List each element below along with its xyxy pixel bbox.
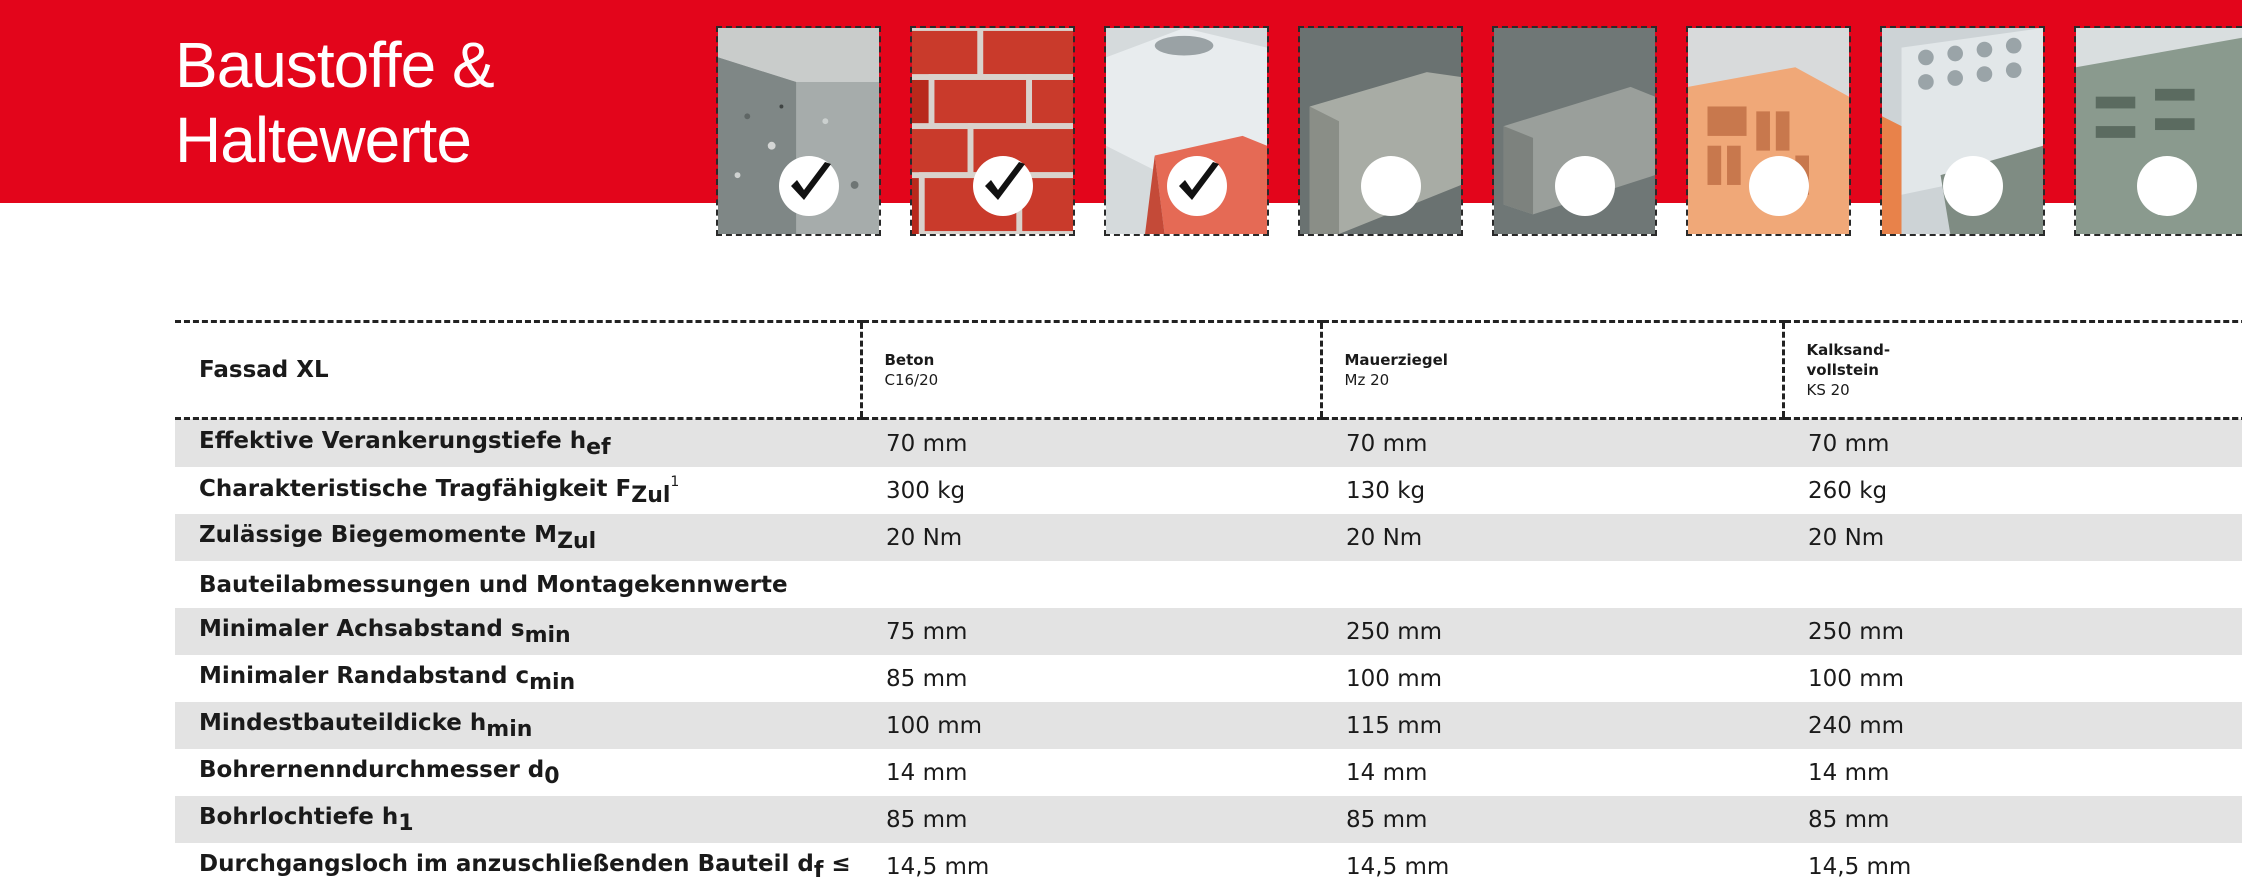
material-tile-porenbeton[interactable] bbox=[1298, 26, 1463, 236]
row-label bbox=[175, 514, 861, 561]
row-label-subscript: 1 bbox=[398, 811, 413, 836]
row-value-3: 14,5 mm bbox=[1783, 843, 2242, 890]
row-label bbox=[175, 561, 861, 608]
row-value-2: 14 mm bbox=[1321, 749, 1783, 796]
material-tile-leichtbeton[interactable] bbox=[2074, 26, 2242, 236]
material-tile-kalksandlochstein[interactable] bbox=[1880, 26, 2045, 236]
row-value-2: 130 kg bbox=[1321, 467, 1783, 514]
table-row bbox=[175, 419, 2242, 468]
column-material-name: vollstein bbox=[1807, 360, 2242, 380]
row-value-1: 85 mm bbox=[861, 655, 1321, 702]
row-value-1: 14 mm bbox=[861, 749, 1321, 796]
material-tile-beton[interactable] bbox=[716, 26, 881, 236]
checkmark-icon bbox=[973, 156, 1033, 216]
empty-circle-icon bbox=[1943, 156, 2003, 216]
row-value-3: 14 mm bbox=[1783, 749, 2242, 796]
row-label bbox=[175, 467, 861, 514]
row-label-subscript: ef bbox=[586, 435, 611, 460]
specification-table bbox=[175, 320, 2242, 890]
row-value-3: 85 mm bbox=[1783, 796, 2242, 843]
row-value-2: 100 mm bbox=[1321, 655, 1783, 702]
material-status-badge bbox=[1361, 156, 1421, 216]
material-tile-hochlochziegel[interactable] bbox=[1686, 26, 1851, 236]
row-value-3: 70 mm bbox=[1783, 419, 2242, 468]
table-row bbox=[175, 843, 2242, 890]
row-value-3 bbox=[1783, 561, 2242, 608]
empty-circle-icon bbox=[1555, 156, 1615, 216]
column-material-grade: C16/20 bbox=[885, 370, 1320, 390]
material-tile-porenbeton-block[interactable] bbox=[1492, 26, 1657, 236]
table-row bbox=[175, 467, 2242, 514]
specification-rows bbox=[175, 419, 2242, 890]
row-value-2: 20 Nm bbox=[1321, 514, 1783, 561]
checkmark-icon bbox=[779, 156, 839, 216]
row-value-2: 85 mm bbox=[1321, 796, 1783, 843]
row-value-1: 85 mm bbox=[861, 796, 1321, 843]
material-status-badge bbox=[1749, 156, 1809, 216]
row-value-3: 260 kg bbox=[1783, 467, 2242, 514]
row-value-2: 250 mm bbox=[1321, 608, 1783, 655]
material-tile-kalksandvollstein[interactable] bbox=[1104, 26, 1269, 236]
row-label bbox=[175, 796, 861, 843]
empty-circle-icon bbox=[1749, 156, 1809, 216]
material-status-badge bbox=[779, 156, 839, 216]
table-row bbox=[175, 561, 2242, 608]
row-value-3: 100 mm bbox=[1783, 655, 2242, 702]
row-value-1: 20 Nm bbox=[861, 514, 1321, 561]
checkmark-icon bbox=[1167, 156, 1227, 216]
row-label-text: Bohrlochtiefe h bbox=[199, 804, 398, 830]
row-label bbox=[175, 419, 861, 468]
row-value-3: 250 mm bbox=[1783, 608, 2242, 655]
row-label bbox=[175, 655, 861, 702]
column-header-beton bbox=[861, 322, 1321, 419]
row-label-subscript: min bbox=[529, 670, 575, 695]
row-label-subscript: Zul bbox=[631, 483, 670, 508]
material-status-badge bbox=[2137, 156, 2197, 216]
row-value-2 bbox=[1321, 561, 1783, 608]
row-label bbox=[175, 749, 861, 796]
column-material-name: Kalksand- bbox=[1807, 340, 2242, 360]
row-label bbox=[175, 702, 861, 749]
row-value-1: 100 mm bbox=[861, 702, 1321, 749]
column-header-mauerziegel bbox=[1321, 322, 1783, 419]
material-status-badge bbox=[1555, 156, 1615, 216]
row-value-1: 70 mm bbox=[861, 419, 1321, 468]
column-material-grade: KS 20 bbox=[1807, 380, 2242, 400]
page-title-line-2: Haltewerte bbox=[175, 103, 775, 178]
row-label-text: Charakteristische Tragfähigkeit F bbox=[199, 476, 631, 502]
table-row bbox=[175, 514, 2242, 561]
table-header-row bbox=[175, 322, 2242, 419]
row-label-subscript: 0 bbox=[544, 764, 559, 789]
table-row bbox=[175, 608, 2242, 655]
row-label-subscript: Zul bbox=[557, 529, 596, 554]
row-value-3: 240 mm bbox=[1783, 702, 2242, 749]
row-value-1 bbox=[861, 561, 1321, 608]
table-row bbox=[175, 796, 2242, 843]
row-label-suffix: ≤ bbox=[823, 851, 850, 877]
table-row bbox=[175, 702, 2242, 749]
table-row bbox=[175, 749, 2242, 796]
row-value-1: 75 mm bbox=[861, 608, 1321, 655]
product-name: Fassad XL bbox=[175, 322, 861, 419]
material-status-badge bbox=[973, 156, 1033, 216]
row-label-text: Effektive Verankerungstiefe h bbox=[199, 428, 586, 454]
page-title-line-1: Baustoffe & bbox=[175, 28, 775, 103]
material-status-badge bbox=[1167, 156, 1227, 216]
row-label-text: Zulässige Biegemomente M bbox=[199, 522, 557, 548]
empty-circle-icon bbox=[1361, 156, 1421, 216]
row-label-text: Mindestbauteildicke h bbox=[199, 710, 486, 736]
row-label-text: Durchgangsloch im anzuschließenden Bauteil d bbox=[199, 851, 814, 877]
column-material-grade: Mz 20 bbox=[1345, 370, 1782, 390]
row-label bbox=[175, 608, 861, 655]
row-value-2: 70 mm bbox=[1321, 419, 1783, 468]
column-header-kalksandvollstein bbox=[1783, 322, 2242, 419]
row-value-2: 115 mm bbox=[1321, 702, 1783, 749]
row-label-text: Bohrernenndurchmesser d bbox=[199, 757, 544, 783]
material-tile-mauerziegel[interactable] bbox=[910, 26, 1075, 236]
row-value-1: 300 kg bbox=[861, 467, 1321, 514]
row-value-1: 14,5 mm bbox=[861, 843, 1321, 890]
row-label bbox=[175, 843, 861, 890]
column-material-name: Beton bbox=[885, 350, 1320, 370]
row-label-subscript: min bbox=[525, 623, 571, 648]
row-label-subscript: f bbox=[814, 858, 824, 883]
row-label-text: Bauteilabmessungen und Montagekennwerte bbox=[199, 572, 788, 598]
row-label-text: Minimaler Randabstand c bbox=[199, 663, 529, 689]
empty-circle-icon bbox=[2137, 156, 2197, 216]
row-value-3: 20 Nm bbox=[1783, 514, 2242, 561]
row-value-2: 14,5 mm bbox=[1321, 843, 1783, 890]
material-status-badge bbox=[1943, 156, 2003, 216]
column-material-name: Mauerziegel bbox=[1345, 350, 1782, 370]
row-label-footnote: 1 bbox=[670, 474, 679, 490]
table-row bbox=[175, 655, 2242, 702]
row-label-subscript: min bbox=[486, 717, 532, 742]
page-title bbox=[175, 28, 775, 178]
row-label-text: Minimaler Achsabstand s bbox=[199, 616, 525, 642]
